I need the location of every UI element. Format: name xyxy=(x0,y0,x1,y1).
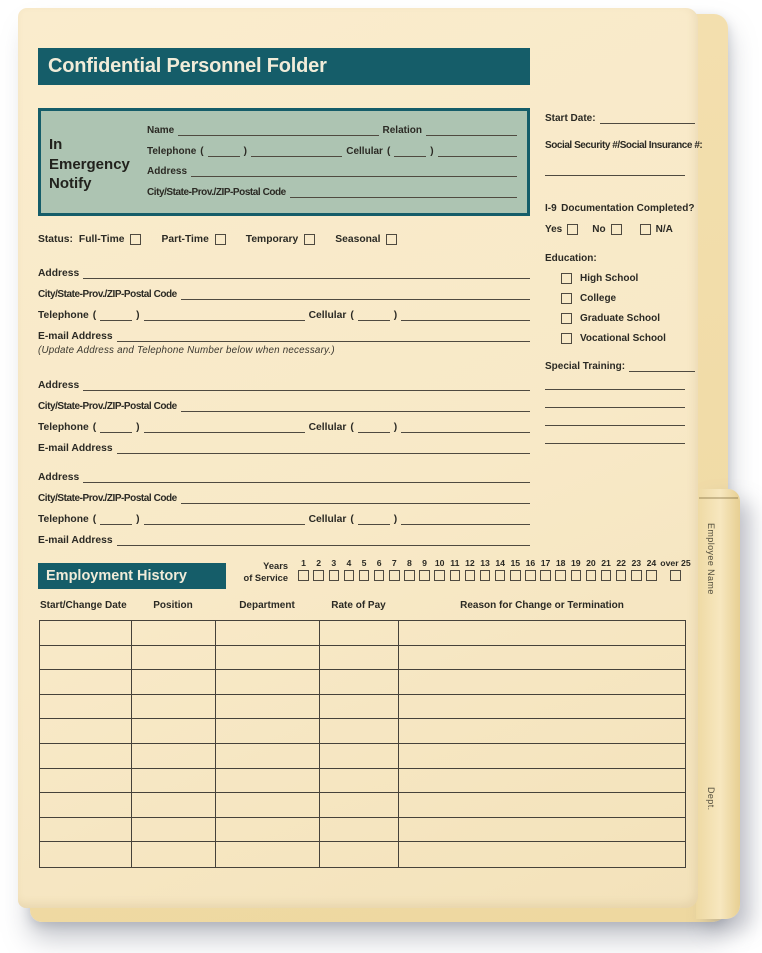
education-highschool-checkbox[interactable] xyxy=(561,273,572,284)
years-of-service-scale xyxy=(296,558,692,581)
emergency-cellular-label: Cellular xyxy=(346,145,383,157)
year-checkbox[interactable] xyxy=(389,570,400,581)
year-option xyxy=(402,558,417,581)
year-checkbox[interactable] xyxy=(374,570,385,581)
address-line[interactable] xyxy=(83,471,530,483)
year-checkbox[interactable] xyxy=(419,570,430,581)
cellular-paren-close: ) xyxy=(393,513,398,525)
cellular-areacode-line[interactable] xyxy=(358,421,390,433)
year-option xyxy=(659,558,692,581)
table-cell[interactable] xyxy=(132,818,216,842)
year-number: 17 xyxy=(540,558,551,568)
form-title: Confidential Personnel Folder xyxy=(48,55,327,77)
cellular-label: Cellular xyxy=(308,421,347,433)
ssn-label: Social Security #/Social Insurance #: xyxy=(545,140,703,151)
table-cell[interactable] xyxy=(399,646,685,670)
year-option xyxy=(417,558,432,581)
city-label: City/State-Prov./ZIP-Postal Code xyxy=(38,493,177,504)
email-row xyxy=(38,433,530,454)
education-option-row xyxy=(561,313,695,324)
telephone-paren-close: ) xyxy=(136,421,140,433)
table-cell[interactable] xyxy=(40,695,132,719)
education-option-row xyxy=(561,293,695,304)
special-training-line[interactable] xyxy=(629,360,695,372)
table-cell[interactable] xyxy=(216,719,320,743)
table-cell[interactable] xyxy=(399,719,685,743)
status-temporary-label: Temporary xyxy=(245,234,299,245)
year-checkbox[interactable] xyxy=(313,570,324,581)
year-option xyxy=(614,558,629,581)
status-seasonal-label: Seasonal xyxy=(335,234,381,245)
email-label: E-mail Address xyxy=(38,442,113,454)
year-option xyxy=(508,558,523,581)
table-cell[interactable] xyxy=(320,670,399,694)
address-row xyxy=(38,258,530,279)
emergency-notify-box xyxy=(38,108,530,216)
year-number: 23 xyxy=(631,558,642,568)
start-date-row xyxy=(545,112,695,124)
col-header-department: Department xyxy=(239,600,295,611)
year-number: 22 xyxy=(616,558,627,568)
table-cell[interactable] xyxy=(40,793,132,817)
telephone-line[interactable] xyxy=(144,513,305,525)
address-label: Address xyxy=(38,379,80,391)
table-cell[interactable] xyxy=(40,818,132,842)
education-option-row xyxy=(561,333,695,344)
year-number: 16 xyxy=(525,558,536,568)
table-row xyxy=(40,818,685,843)
table-row xyxy=(40,670,685,695)
i9-na-checkbox[interactable] xyxy=(640,224,651,235)
cellular-areacode-line[interactable] xyxy=(358,309,390,321)
year-checkbox[interactable] xyxy=(571,570,582,581)
emergency-label-line2: Notify xyxy=(49,175,92,192)
cellular-paren-open: ( xyxy=(350,421,354,433)
table-cell[interactable] xyxy=(132,769,216,793)
year-number: 24 xyxy=(646,558,657,568)
table-cell[interactable] xyxy=(40,842,132,867)
update-note: (Update Address and Telephone Number below when necessary.) xyxy=(38,345,335,356)
table-cell[interactable] xyxy=(132,793,216,817)
employee-name-tab-label: Employee Name xyxy=(706,523,716,595)
email-label: E-mail Address xyxy=(38,534,113,546)
telephone-line[interactable] xyxy=(144,421,305,433)
i9-question-text: Documentation Completed? xyxy=(561,203,695,214)
year-number: 9 xyxy=(422,558,427,568)
telephone-paren-close: ) xyxy=(136,309,140,321)
table-row xyxy=(40,842,685,867)
i9-prefix: I-9 xyxy=(545,203,557,214)
city-row xyxy=(38,279,530,300)
table-cell[interactable] xyxy=(132,621,216,645)
table-cell[interactable] xyxy=(320,744,399,768)
year-number: 14 xyxy=(495,558,506,568)
emergency-cellular-areacode-line[interactable] xyxy=(394,145,426,157)
year-option xyxy=(326,558,341,581)
year-checkbox[interactable] xyxy=(555,570,566,581)
special-training-line[interactable] xyxy=(545,443,685,444)
col-header-start-change-date: Start/Change Date xyxy=(40,600,127,611)
form-sheet xyxy=(18,8,703,908)
col-header-position: Position xyxy=(153,600,193,611)
year-number: 6 xyxy=(376,558,382,568)
emergency-fields xyxy=(147,111,527,213)
education-college-label: College xyxy=(580,293,617,304)
table-cell[interactable] xyxy=(399,842,685,867)
year-option xyxy=(599,558,614,581)
table-cell[interactable] xyxy=(40,719,132,743)
table-cell[interactable] xyxy=(399,818,685,842)
table-cell[interactable] xyxy=(132,670,216,694)
emergency-label-line1: In Emergency xyxy=(49,136,130,173)
telephone-areacode-line[interactable] xyxy=(100,309,132,321)
status-fulltime-checkbox[interactable] xyxy=(130,234,141,245)
table-row xyxy=(40,793,685,818)
year-option xyxy=(553,558,568,581)
city-label: City/State-Prov./ZIP-Postal Code xyxy=(38,289,177,300)
year-checkbox[interactable] xyxy=(525,570,536,581)
address-line[interactable] xyxy=(83,267,530,279)
education-gradschool-checkbox[interactable] xyxy=(561,313,572,324)
address-line[interactable] xyxy=(83,379,530,391)
year-option xyxy=(493,558,508,581)
table-row xyxy=(40,744,685,769)
table-cell[interactable] xyxy=(216,842,320,867)
year-checkbox[interactable] xyxy=(404,570,415,581)
special-training-line[interactable] xyxy=(545,425,685,426)
education-gradschool-label: Graduate School xyxy=(580,313,661,324)
table-cell[interactable] xyxy=(320,719,399,743)
table-cell[interactable] xyxy=(132,646,216,670)
year-checkbox[interactable] xyxy=(631,570,642,581)
year-option xyxy=(568,558,583,581)
table-cell[interactable] xyxy=(320,621,399,645)
cellular-label: Cellular xyxy=(308,513,347,525)
phone-row xyxy=(38,412,530,433)
i9-options-row xyxy=(545,224,695,235)
email-row xyxy=(38,525,530,546)
year-checkbox[interactable] xyxy=(586,570,597,581)
table-cell[interactable] xyxy=(216,744,320,768)
status-fulltime-label: Full-Time xyxy=(78,234,125,245)
telephone-label: Telephone xyxy=(38,309,89,321)
emergency-telephone-line[interactable] xyxy=(251,145,342,157)
table-cell[interactable] xyxy=(399,793,685,817)
status-row xyxy=(38,234,530,245)
emergency-address-line[interactable] xyxy=(191,165,517,177)
year-checkbox[interactable] xyxy=(646,570,657,581)
telephone-paren-open: ( xyxy=(92,421,97,433)
table-cell[interactable] xyxy=(320,695,399,719)
telephone-line[interactable] xyxy=(144,309,305,321)
year-option xyxy=(311,558,326,581)
city-line[interactable] xyxy=(181,492,530,504)
year-number: 8 xyxy=(407,558,412,568)
address-row xyxy=(38,370,530,391)
table-cell[interactable] xyxy=(216,670,320,694)
address-row xyxy=(38,462,530,483)
email-line[interactable] xyxy=(117,534,530,546)
table-cell[interactable] xyxy=(132,744,216,768)
table-cell[interactable] xyxy=(216,769,320,793)
cellular-paren-close: ) xyxy=(393,309,398,321)
table-cell[interactable] xyxy=(132,842,216,867)
special-training-line[interactable] xyxy=(545,407,685,408)
telephone-areacode-line[interactable] xyxy=(100,421,132,433)
year-number: 18 xyxy=(555,558,566,568)
right-column xyxy=(545,112,703,444)
status-label: Status: xyxy=(38,234,73,245)
employment-table-header xyxy=(39,600,686,611)
city-line[interactable] xyxy=(181,400,530,412)
years-label-line1: Years xyxy=(263,561,288,571)
year-option xyxy=(644,558,659,581)
city-label: City/State-Prov./ZIP-Postal Code xyxy=(38,401,177,412)
education-option-row xyxy=(561,273,695,284)
city-line[interactable] xyxy=(181,288,530,300)
table-cell[interactable] xyxy=(216,646,320,670)
table-row xyxy=(40,646,685,671)
phone-row xyxy=(38,504,530,525)
year-checkbox[interactable] xyxy=(540,570,551,581)
employment-history-bar xyxy=(38,563,226,589)
year-number: 2 xyxy=(316,558,322,568)
table-cell[interactable] xyxy=(320,646,399,670)
cellular-line[interactable] xyxy=(401,513,530,525)
table-cell[interactable] xyxy=(216,621,320,645)
table-cell[interactable] xyxy=(399,670,685,694)
years-of-service-label xyxy=(224,561,288,584)
table-cell[interactable] xyxy=(40,646,132,670)
year-number: 15 xyxy=(510,558,521,568)
table-cell[interactable] xyxy=(216,695,320,719)
status-seasonal-checkbox[interactable] xyxy=(386,234,397,245)
year-checkbox[interactable] xyxy=(450,570,461,581)
telephone-label: Telephone xyxy=(38,513,89,525)
emergency-cellular-line[interactable] xyxy=(438,145,517,157)
col-header-reason: Reason for Change or Termination xyxy=(460,600,624,611)
year-number: 11 xyxy=(450,558,460,568)
form-title-bar xyxy=(38,48,530,85)
table-cell[interactable] xyxy=(320,842,399,867)
table-cell[interactable] xyxy=(320,818,399,842)
year-number: 12 xyxy=(465,558,475,568)
i9-no-label: No xyxy=(592,224,606,235)
year-number: 19 xyxy=(570,558,581,568)
year-checkbox[interactable] xyxy=(298,570,309,581)
year-checkbox[interactable] xyxy=(495,570,506,581)
year-checkbox[interactable] xyxy=(344,570,355,581)
year-option xyxy=(478,558,493,581)
telephone-paren-close: ) xyxy=(136,513,140,525)
emergency-name-label: Name xyxy=(147,125,175,137)
year-checkbox[interactable] xyxy=(465,570,476,581)
table-cell[interactable] xyxy=(399,769,685,793)
table-cell[interactable] xyxy=(320,769,399,793)
year-option xyxy=(372,558,387,581)
table-cell[interactable] xyxy=(40,621,132,645)
emergency-address-row xyxy=(147,165,517,177)
cellular-paren-open: ( xyxy=(350,309,354,321)
special-training-row xyxy=(545,360,695,372)
emergency-cellular-paren-open: ( xyxy=(386,145,391,157)
phone-row xyxy=(38,300,530,321)
year-option xyxy=(583,558,598,581)
year-checkbox[interactable] xyxy=(329,570,340,581)
year-number: over 25 xyxy=(660,558,691,568)
emergency-relation-label: Relation xyxy=(382,125,422,137)
year-checkbox[interactable] xyxy=(670,570,681,581)
year-number: 20 xyxy=(586,558,596,568)
address-label: Address xyxy=(38,267,80,279)
education-label: Education: xyxy=(545,253,597,264)
email-label: E-mail Address xyxy=(38,330,113,342)
city-row xyxy=(38,483,530,504)
status-parttime-checkbox[interactable] xyxy=(215,234,226,245)
cellular-paren-close: ) xyxy=(393,421,398,433)
year-option xyxy=(629,558,644,581)
dept-tab-label: Dept. xyxy=(706,787,716,811)
year-number: 10 xyxy=(434,558,445,568)
table-cell[interactable] xyxy=(40,670,132,694)
emergency-telephone-areacode-line[interactable] xyxy=(208,145,240,157)
emergency-telephone-paren-open: ( xyxy=(200,145,204,157)
table-cell[interactable] xyxy=(216,818,320,842)
year-option xyxy=(538,558,553,581)
special-training-label: Special Training: xyxy=(545,361,626,372)
i9-question xyxy=(545,198,695,216)
year-checkbox[interactable] xyxy=(434,570,445,581)
table-row xyxy=(40,769,685,794)
email-line[interactable] xyxy=(117,442,530,454)
email-row xyxy=(38,321,530,342)
year-number: 5 xyxy=(361,558,367,568)
year-checkbox[interactable] xyxy=(601,570,612,581)
telephone-paren-open: ( xyxy=(92,309,97,321)
cellular-line[interactable] xyxy=(401,421,530,433)
cellular-label: Cellular xyxy=(308,309,347,321)
table-cell[interactable] xyxy=(399,744,685,768)
address-block-2 xyxy=(38,370,530,454)
years-label-line2: of Service xyxy=(243,572,288,583)
special-training-line[interactable] xyxy=(545,389,685,390)
cellular-line[interactable] xyxy=(401,309,530,321)
year-checkbox[interactable] xyxy=(510,570,521,581)
table-cell[interactable] xyxy=(216,793,320,817)
emergency-telephone-paren-close: ) xyxy=(243,145,247,157)
i9-na-label: N/A xyxy=(655,224,673,235)
table-row xyxy=(40,621,685,646)
folder-tab xyxy=(696,489,740,919)
table-cell[interactable] xyxy=(132,719,216,743)
year-option xyxy=(296,558,311,581)
year-number: 1 xyxy=(301,558,306,568)
education-vocational-checkbox[interactable] xyxy=(561,333,572,344)
status-parttime-label: Part-Time xyxy=(161,234,209,245)
email-line[interactable] xyxy=(117,330,530,342)
year-number: 7 xyxy=(391,558,397,568)
cellular-paren-open: ( xyxy=(350,513,354,525)
emergency-city-line[interactable] xyxy=(290,186,517,198)
education-vocational-label: Vocational School xyxy=(580,333,666,344)
table-row xyxy=(40,695,685,720)
cellular-areacode-line[interactable] xyxy=(358,513,390,525)
table-cell[interactable] xyxy=(320,793,399,817)
year-number: 3 xyxy=(331,558,337,568)
address-block-3 xyxy=(38,462,530,546)
i9-yes-checkbox[interactable] xyxy=(567,224,578,235)
address-label: Address xyxy=(38,471,80,483)
emergency-name-row xyxy=(147,124,517,136)
education-college-checkbox[interactable] xyxy=(561,293,572,304)
ssn-line[interactable] xyxy=(545,175,685,176)
i9-yes-label: Yes xyxy=(545,224,563,235)
emergency-city-row xyxy=(147,186,517,198)
year-checkbox[interactable] xyxy=(480,570,491,581)
emergency-city-label: City/State-Prov./ZIP-Postal Code xyxy=(147,186,286,198)
table-row xyxy=(40,719,685,744)
year-option xyxy=(447,558,462,581)
telephone-label: Telephone xyxy=(38,421,89,433)
year-checkbox[interactable] xyxy=(616,570,627,581)
start-date-label: Start Date: xyxy=(545,113,596,124)
year-option xyxy=(357,558,372,581)
table-cell[interactable] xyxy=(40,744,132,768)
year-option xyxy=(387,558,402,581)
emergency-cellular-paren-close: ) xyxy=(430,145,434,157)
year-option xyxy=(462,558,477,581)
employment-history-title: Employment History xyxy=(46,568,187,584)
table-cell[interactable] xyxy=(399,621,685,645)
emergency-address-label: Address xyxy=(147,166,188,178)
emergency-relation-line[interactable] xyxy=(426,124,517,136)
emergency-phone-row xyxy=(147,145,517,157)
table-cell[interactable] xyxy=(399,695,685,719)
year-option xyxy=(523,558,538,581)
telephone-areacode-line[interactable] xyxy=(100,513,132,525)
employment-table-body xyxy=(39,620,686,868)
education-highschool-label: High School xyxy=(580,273,639,284)
year-checkbox[interactable] xyxy=(359,570,370,581)
year-option xyxy=(432,558,447,581)
table-cell[interactable] xyxy=(40,769,132,793)
emergency-telephone-label: Telephone xyxy=(147,145,197,157)
emergency-label xyxy=(41,111,147,213)
table-cell[interactable] xyxy=(132,695,216,719)
telephone-paren-open: ( xyxy=(92,513,97,525)
year-number: 13 xyxy=(480,558,490,568)
emergency-name-line[interactable] xyxy=(178,124,378,136)
address-block-1 xyxy=(38,258,530,342)
status-temporary-checkbox[interactable] xyxy=(304,234,315,245)
city-row xyxy=(38,391,530,412)
start-date-line[interactable] xyxy=(600,112,695,124)
tab-cut-line xyxy=(699,497,738,499)
i9-no-checkbox[interactable] xyxy=(611,224,622,235)
year-option xyxy=(341,558,356,581)
col-header-rate-of-pay: Rate of Pay xyxy=(331,600,386,611)
year-number: 21 xyxy=(601,558,611,568)
year-number: 4 xyxy=(346,558,352,568)
